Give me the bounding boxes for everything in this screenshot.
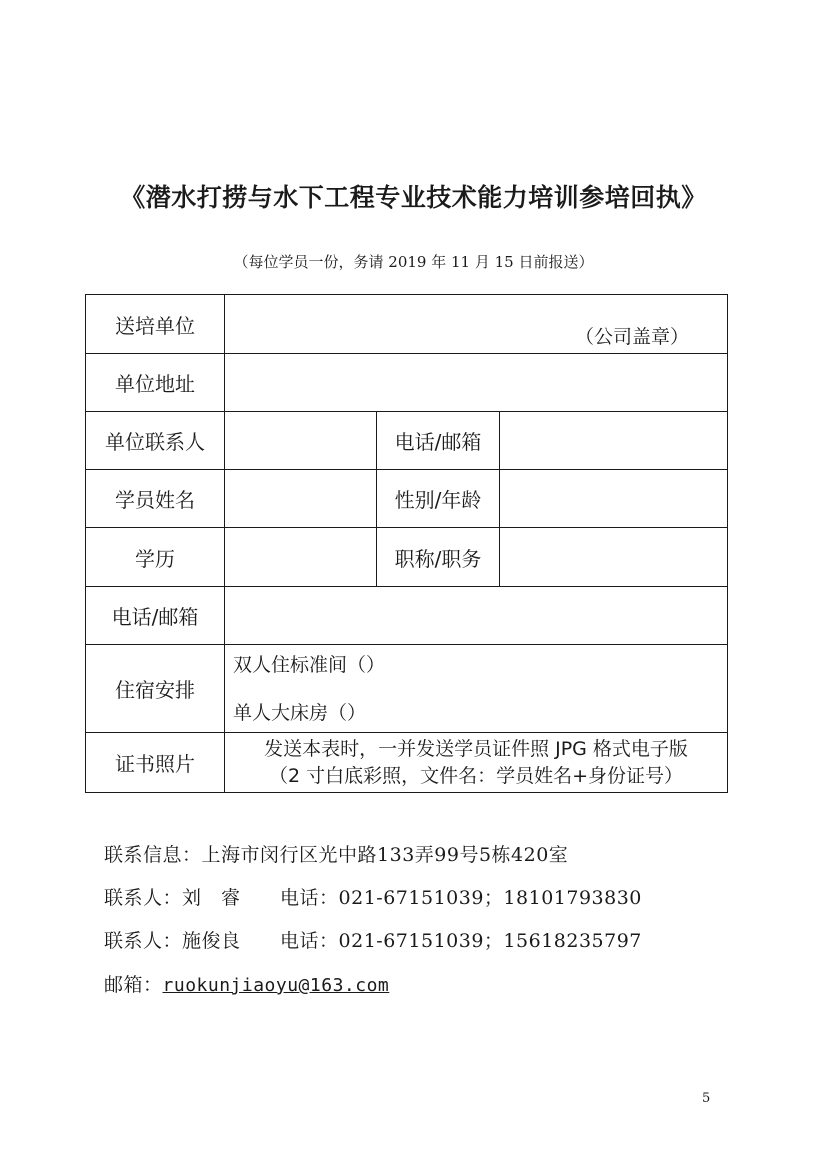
certificate-instruction-line-2: （2 寸白底彩照，文件名：学员姓名+身份证号）: [268, 764, 684, 787]
trainee-name-label: 学员姓名: [86, 470, 225, 528]
contact-person-label: 联系人：: [104, 930, 183, 952]
row-certificate-photo: [86, 733, 728, 793]
contact-person-1-line: [104, 883, 642, 910]
certificate-photo-label: 证书照片: [86, 733, 225, 793]
lodging-label: 住宿安排: [86, 645, 225, 733]
education-label: 学历: [86, 528, 225, 587]
contact-person-2-phone: 021-67151039；15618235797: [338, 930, 642, 952]
contact-phone-label: 电话：: [280, 887, 339, 909]
unit-address-field[interactable]: [225, 354, 728, 412]
row-unit-contact: [86, 412, 728, 470]
trainee-name-field[interactable]: [225, 470, 377, 528]
title-position-label: 职称/职务: [377, 528, 500, 587]
contact-email-line: [104, 970, 389, 997]
unit-contact-field[interactable]: [225, 412, 377, 470]
contact-person-2-name: 施俊良: [182, 930, 241, 952]
certificate-instruction-line-1: 发送本表时，一并发送学员证件照 JPG 格式电子版: [264, 737, 688, 760]
email-link[interactable]: ruokunjiaoyu@163.com: [162, 975, 390, 996]
lodging-option-twin[interactable]: 双人住标准间（）: [233, 653, 386, 676]
contact-person-1-phone: 021-67151039；18101793830: [338, 887, 642, 909]
contact-phone-label: 电话：: [280, 930, 339, 952]
contact-address: 上海市闵行区光中路133弄99号5栋420室: [201, 844, 569, 866]
document-title: 《潜水打捞与水下工程专业技术能力培训参培回执》: [120, 183, 707, 212]
contact-person-1-name: 刘 睿: [182, 887, 241, 909]
contact-info-label: 联系信息：: [104, 844, 202, 866]
unit-address-label: 单位地址: [86, 354, 225, 412]
row-lodging: [86, 645, 728, 733]
lodging-option-king[interactable]: 单人大床房（）: [233, 701, 367, 724]
gender-age-field[interactable]: [500, 470, 728, 528]
contact-address-line: [104, 840, 568, 867]
contact-person-2-line: [104, 926, 642, 953]
trainee-phone-email-label: 电话/邮箱: [86, 587, 225, 645]
unit-contact-label: 单位联系人: [86, 412, 225, 470]
registration-form-table: [85, 294, 728, 793]
lodging-options: [225, 645, 728, 733]
trainee-phone-email-field[interactable]: [225, 587, 728, 645]
phone-email-label: 电话/邮箱: [377, 412, 500, 470]
sending-unit-field[interactable]: [225, 295, 728, 354]
certificate-photo-instructions: [225, 733, 728, 793]
company-seal-note: （公司盖章）: [575, 325, 690, 348]
email-label: 邮箱：: [104, 974, 163, 996]
row-trainee-name: [86, 470, 728, 528]
title-position-field[interactable]: [500, 528, 728, 587]
row-education: [86, 528, 728, 587]
contact-person-label: 联系人：: [104, 887, 183, 909]
gender-age-label: 性别/年龄: [377, 470, 500, 528]
page-number: 5: [702, 1091, 711, 1106]
row-unit-address: [86, 354, 728, 412]
document-subtitle: （每位学员一份，务请 2019 年 11 月 15 日前报送）: [233, 253, 594, 271]
education-field[interactable]: [225, 528, 377, 587]
row-trainee-phone: [86, 587, 728, 645]
unit-phone-email-field[interactable]: [500, 412, 728, 470]
sending-unit-label: 送培单位: [86, 295, 225, 354]
row-sending-unit: [86, 295, 728, 354]
